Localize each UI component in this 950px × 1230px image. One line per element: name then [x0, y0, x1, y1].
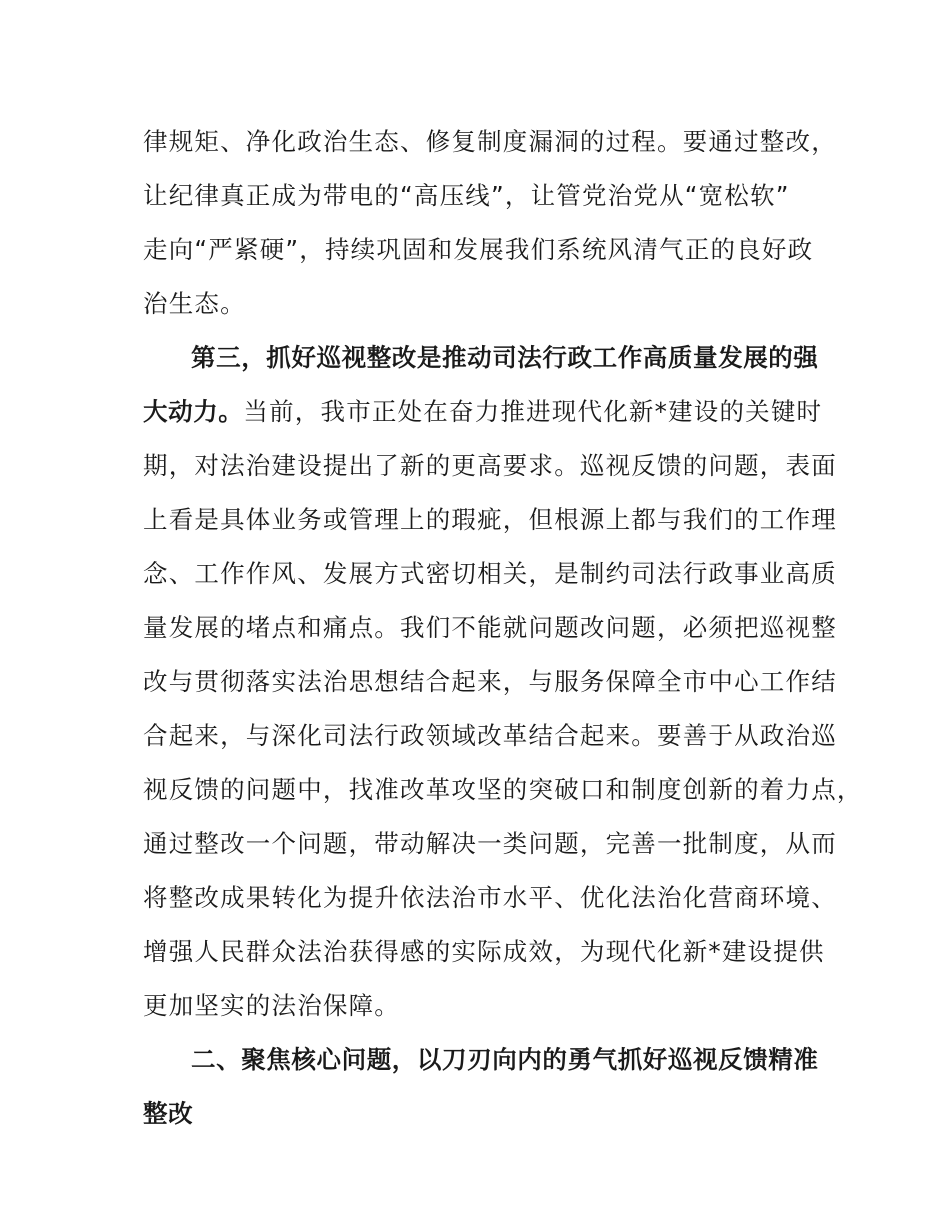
paragraph-lead-heading-end: 大动力。: [143, 397, 244, 426]
paragraph-line: 改与贯彻落实法治思想结合起来，与服务保障全市中心工作结: [143, 667, 837, 696]
paragraph-line: 视反馈的问题中，找准改革攻坚的突破口和制度创新的着力点，: [143, 775, 863, 804]
paragraph-line: 更加坚实的法治保障。: [143, 991, 400, 1020]
paragraph-text: 当前，我市正处在奋力推进现代化新*建设的关键时: [243, 397, 823, 426]
paragraph-line: 增强人民群众法治获得感的实际成效，为现代化新*建设提供: [143, 937, 825, 966]
paragraph-line: 治生态。: [143, 289, 246, 318]
paragraph-line: 将整改成果转化为提升依法治市水平、优化法治化营商环境、: [143, 883, 837, 912]
paragraph-line: [143, 396, 822, 428]
paragraph-line: 走向“严紧硬”，持续巩固和发展我们系统风清气正的良好政: [143, 235, 814, 264]
section-heading: 二、聚焦核心问题，以刀刃向内的勇气抓好巡视反馈精准: [191, 1045, 819, 1074]
paragraph-line: 让纪律真正成为带电的“高压线”，让管党治党从“宽松软”: [143, 181, 790, 210]
paragraph-line: 律规矩、净化政治生态、修复制度漏洞的过程。要通过整改，: [143, 127, 837, 156]
paragraph-line: 念、工作作风、发展方式密切相关，是制约司法行政事业高质: [143, 559, 837, 588]
paragraph-line: 上看是具体业务或管理上的瑕疵，但根源上都与我们的工作理: [143, 505, 837, 534]
paragraph-line: 合起来，与深化司法行政领域改革结合起来。要善于从政治巡: [143, 721, 837, 750]
paragraph-line: 通过整改一个问题，带动解决一类问题，完善一批制度，从而: [143, 829, 837, 858]
section-heading-continuation: 整改: [143, 1099, 194, 1128]
paragraph-lead-heading: 第三，抓好巡视整改是推动司法行政工作高质量发展的强: [191, 343, 819, 372]
paragraph-line: 期，对法治建设提出了新的更高要求。巡视反馈的问题，表面: [143, 451, 837, 480]
paragraph-line: 量发展的堵点和痛点。我们不能就问题改问题，必须把巡视整: [143, 613, 837, 642]
